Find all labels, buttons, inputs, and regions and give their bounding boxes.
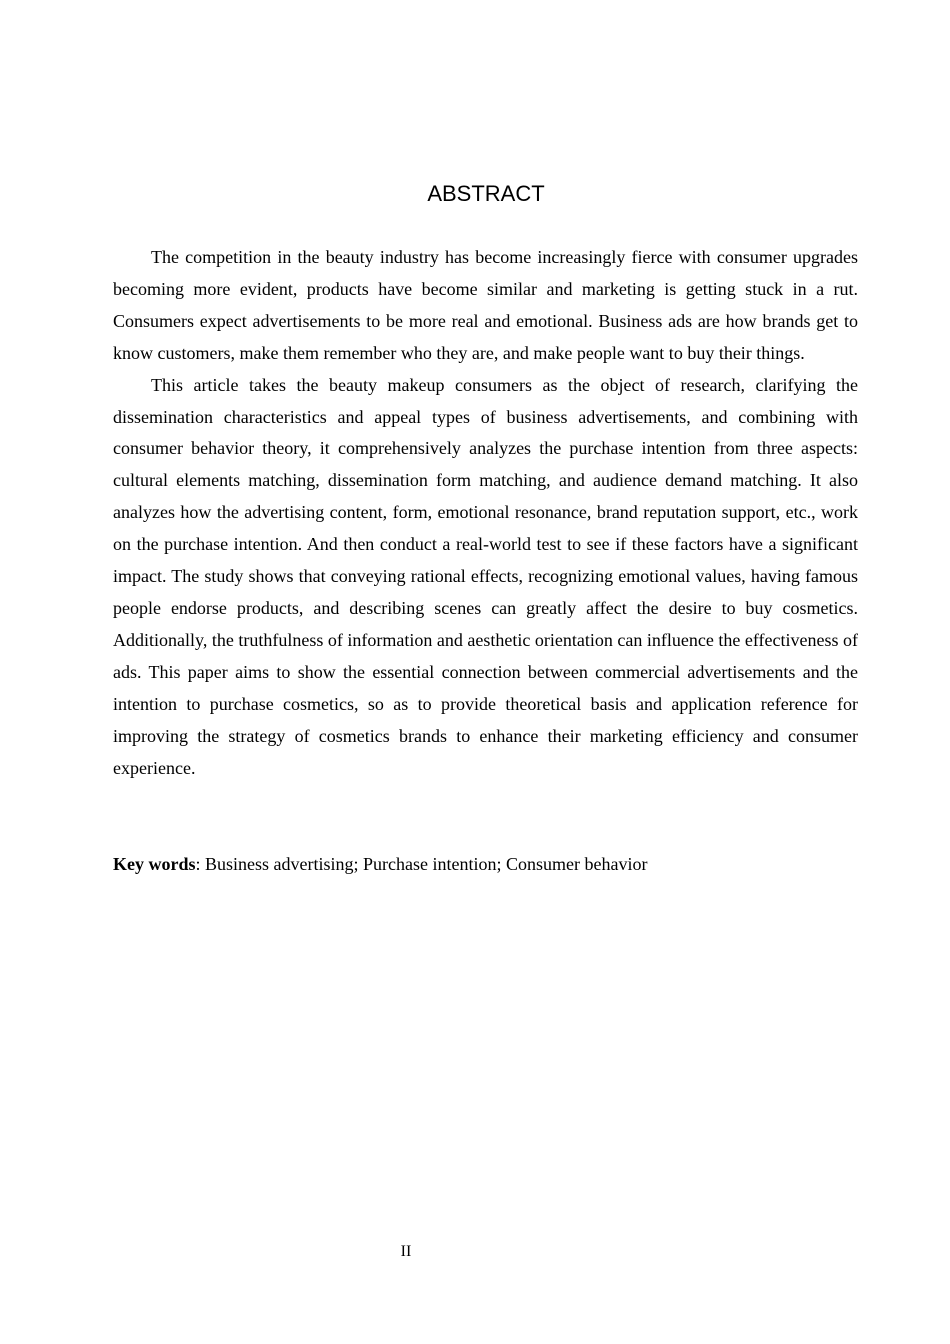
abstract-paragraph-2: This article takes the beauty makeup consumers as the object of research, clarifying the dissemination characteristics and appeal types of business advertisements, and combining with consumer behavior theory, it comprehensively analyzes the purchase intention from three aspects: cultural elements matching, dissemination form matching, and audience demand matching. It also analyzes how the advertising content, form, emotional resonance, brand reputation support, etc., work on the purchase intention. And then conduct a real-world test to see if these factors have a significant impact. The study shows that conveying rational effects, recognizing emotional values, having famous people endorse products, and describing scenes can greatly affect the desire to buy cosmetics. Additionally, the truthfulness of information and aesthetic orientation can influence the effectiveness of ads. This paper aims to show the essential connection between commercial advertisements and the intention to purchase cosmetics, so as to provide theoretical basis and application reference for improving the strategy of cosmetics brands to enhance their marketing efficiency and consumer experience. (113, 374, 858, 778)
abstract-body (113, 242, 858, 784)
abstract-title: ABSTRACT (427, 181, 545, 206)
keywords-line (113, 848, 858, 880)
keywords-list: : Business advertising; Purchase intention; Consumer behavior (195, 854, 648, 874)
keywords-label: Key words (113, 854, 196, 874)
page-number: II (400, 1243, 412, 1260)
abstract-paragraph-1: The competition in the beauty industry has become increasingly fierce with consumer upgrades becoming more evident, products have become similar and marketing is getting stuck in a rut. Consumers expect advertisements to be more real and emotional. Business ads are how brands get to know customers, make them remember who they are, and make people want to buy their things. (113, 247, 858, 363)
